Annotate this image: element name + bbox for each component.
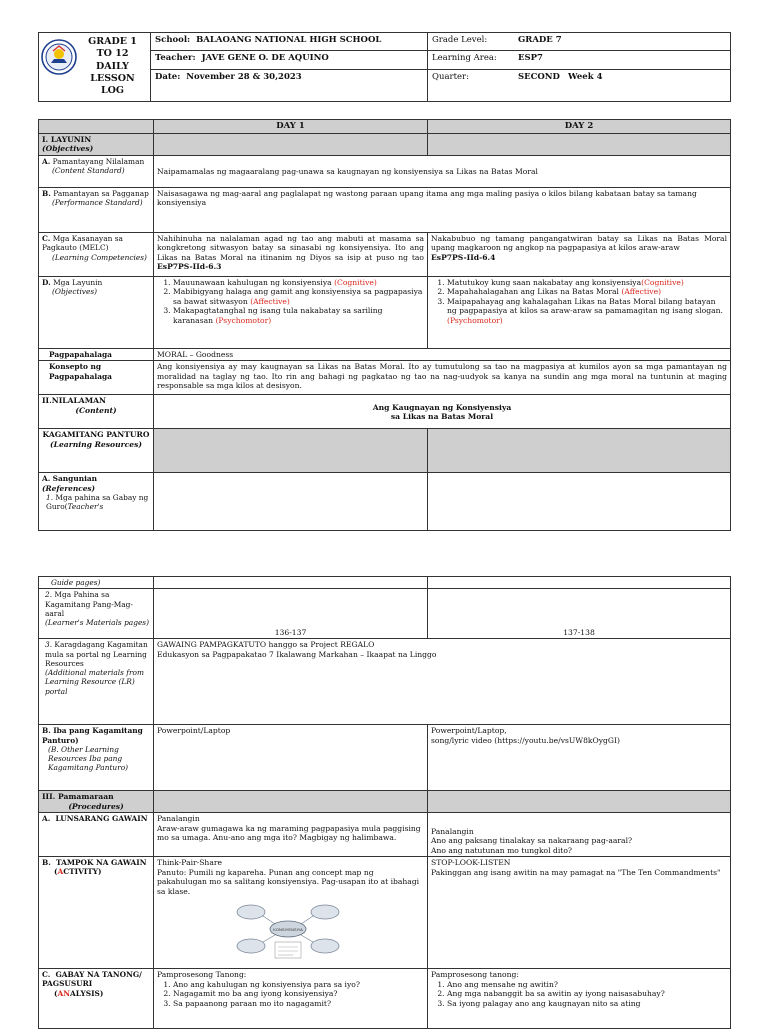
content-standard-text: Naipamamalas ng magaaralang pag-unawa sa kaugnayan ng konsiyensiya sa Likas na Batas Moral [154,156,731,188]
list-item: 3. Maipapahayag ang kahalagahan Likas na Batas Moral bilang batayan ng pagpapasiya at kilos sa araw-araw sa pamamagitan ng isang slogan.(Psychomotor) [447,297,727,325]
day2-header: DAY 2 [428,120,731,134]
deped-seal-icon [41,39,77,75]
list-item: 2. Mabibigyang halaga ang gamit ang konsiyensiya sa pagpapasiya sa bawat sitwasyon (Affective) [173,287,424,306]
list-item: 2. Mapahahalagahan ang Likas na Batas Moral (Affective) [447,287,727,296]
motivation-day1: Panalangin Araw-araw gumagawa ka ng maraming pagpapasiya mula paggising mo sa umaga. Anu-ano ang mga ito? Magbigay ng halimbawa. [154,813,428,857]
motivation-label: A. LUNSARANG GAWAIN [39,813,154,857]
objectives-heading: I. LAYUNIN (Objectives) [39,134,154,156]
learner-materials-label: 2. Mga Pahina sa Kagamitang Pang-Mag-aaral (Learner's Materials pages) [39,589,154,639]
analysis-day2: Pamprosesong tanong: 1. Ano ang mensahe ng awitin? 2. Ang mga nabanggit ba sa awitin ay iyong naisasabuhay? 3. Sa iyong palagay ano ang kaugnayan nito sa ating [428,969,731,1029]
other-resources-day2: Powerpoint/Laptop, song/lyric video (https://youtu.be/vsUW8kOygGI) [428,725,731,791]
list-item: 2. Nagagamit mo ba ang iyong konsiyensiya? [173,989,424,998]
lesson-table-part2 [38,576,731,1029]
header-table [38,32,731,102]
list-item: 1. Ano ang kahulugan ng konsiyensiya para sa iyo? [173,980,424,989]
title-line: GRADE 1 [88,36,137,47]
additional-materials-text: GAWAING PAMPAGKATUTO hanggo sa Project REGALO Edukasyon sa Pagpapakatao 7 Ikalawang Markahan – Ikaapat na Linggo [154,639,731,725]
lesson-table-part1 [38,119,731,531]
performance-standard-label: B. Pamantayan sa Pagganap (Performance Standard) [39,188,154,233]
day1-header: DAY 1 [154,120,428,134]
grade-value: GRADE 7 [518,35,562,45]
concept-map-center-label: KONSIYENSIYA [273,927,303,933]
school-name: BALAOANG NATIONAL HIGH SCHOOL [196,35,382,45]
list-item: 3. Sa iyong palagay ano ang kaugnayan nito sa ating [447,999,727,1008]
values-label: Pagpapahalaga [39,349,154,361]
header-title-cell [39,33,151,102]
list-item: 1. Mauunawaan kahulugan ng konsiyensiya (Cognitive) [173,278,424,287]
list-item: 1. Ano ang mensahe ng awitin? [447,980,727,989]
references-label: A. Sangunian (References) 1. Mga pahina sa Gabay ng Guro(Teacher's [39,473,154,531]
title-line: TO 12 [96,48,129,60]
content-topic: Ang Kaugnayan ng Konsiyensiya sa Likas na Batas Moral [154,395,731,429]
corner-cell [39,120,154,134]
date-cell: Date: November 28 & 30,2023 [151,69,428,101]
other-resources-day1: Powerpoint/Laptop [154,725,428,791]
learner-pages-day1: 136-137 [154,589,428,639]
procedures-heading: III. Pamamaraan (Procedures) [39,791,154,813]
performance-standard-text: Naisasagawa ng mag-aaral ang paglalapat ng wastong paraan upang itama ang mga maling pasiya o kilos bilang kabataan batay sa tamang konsiyensiya [154,188,731,233]
content-standard-label: A. Pamantayang Nilalaman (Content Standard) [39,156,154,188]
guide-pages-day2 [428,577,731,589]
guide-pages-continued: Guide pages) [39,577,154,589]
area-cell: Learning Area: ESP7 [428,51,731,69]
resources-heading: KAGAMITANG PANTURO (Learning Resources) [39,429,154,473]
objectives-day1-empty [154,134,428,156]
quarter-value: SECOND [518,71,560,82]
values-text: MORAL – Goodness [154,349,731,361]
date-value: November 28 & 30,2023 [186,71,302,82]
grade-cell: Grade Level: GRADE 7 [428,33,731,51]
learner-pages-day2: 137-138 [428,589,731,639]
analysis-day1: Pamprosesong Tanong: 1. Ano ang kahulugan ng konsiyensiya para sa iyo? 2. Nagagamit mo ba ang iyong konsiyensiya? 3. Sa papaanong paraan mo ito nagagamit? [154,969,428,1029]
teacher-name: JAVE GENE O. DE AQUINO [201,53,329,64]
title-line: LESSON [90,73,135,85]
activity-label: B. TAMPOK NA GAWAIN (ACTIVITY) [39,857,154,969]
list-item: 3. Makapagtatanghal ng isang tula nakabatay sa sariling karanasan (Psychomotor) [173,306,424,325]
week-value: Week 4 [568,71,603,82]
analysis-label: C. GABAY NA TANONG/ PAGSUSURI (ANALYSIS) [39,969,154,1029]
values-concept-label: Konsepto ng Pagpapahalaga [39,361,154,395]
competencies-label: C. Mga Kasanayan sa Pagkauto (MELC) (Learning Competencies) [39,233,154,277]
resources-day1-empty [154,429,428,473]
area-value: ESP7 [518,53,543,64]
list-item: 1. Matutukoy kung saan nakabatay ang konsiyensiya(Cognitive) [447,278,727,287]
procedures-day2-empty [428,791,731,813]
objectives-d-label: D. Mga Layunin (Objectives) [39,277,154,349]
school-cell: School: BALAOANG NATIONAL HIGH SCHOOL [151,33,428,51]
activity-day1: Think-Pair-Share Panuto: Pumili ng kapareha. Punan ang concept map ng pakahulugan mo sa salitang konsiyensiya. Pag-usapan ito at ibahagi sa klase. KONSIYENSIYA [154,857,428,969]
list-item: 3. Sa papaanong paraan mo ito nagagamit? [173,999,424,1008]
content-heading: II.NILALAMAN (Content) [39,395,154,429]
objectives-day1-list [154,277,428,349]
additional-materials-label: 3. Karagdagang Kagamitan mula sa portal ng Learning Resources (Additional materials from Learning Resource (LR) portal [39,639,154,725]
objectives-day2-list [428,277,731,349]
objectives-day2-empty [428,134,731,156]
competencies-day2: Nakabubuo ng tamang pangangatwiran batay sa Likas na Batas Moral upang magkaroon ng angkop na pagpapasiya at kilos araw-araw EsP7PS-IId-6.4 [428,233,731,277]
activity-day2: STOP-LOOK-LISTEN Pakinggan ang isang awitin na may pamagat na "The Ten Commandments" [428,857,731,969]
competencies-day1: Nahihinuha na nalalaman agad ng tao ang mabuti at masama sa kongkretong sitwasyon batay sa sinasabi ng konsiyensiya. Ito ang Likas na Batas Moral na itinanim ng Diyos sa isip at puso ng tao EsP7PS-IId-6.3 [154,233,428,277]
references-day1 [154,473,428,531]
teacher-cell: Teacher: JAVE GENE O. DE AQUINO [151,51,428,69]
title-line: DAILY [96,60,129,72]
references-day2 [428,473,731,531]
quarter-cell: Quarter: SECOND Week 4 [428,69,731,101]
other-resources-label: B. Iba pang Kagamitang Panturo) (B. Other Learning Resources Iba pang Kagamitang Panturo) [39,725,154,791]
title-line: LOG [100,85,125,97]
resources-day2-empty [428,429,731,473]
values-concept-text: Ang konsiyensiya ay may kaugnayan sa Likas na Batas Moral. Ito ay tumutulong sa tao na magpasiya at kumilos ayon sa mga pamantayan ng moralidad na taglay ng tao. Ito rin ang bahagi ng pagkatao ng tao na nag-uudyok sa kanya na sundin ang mga moral na tuntunin at maging responsable sa mga kilos at desisyon. [154,361,731,395]
list-item: 2. Ang mga nabanggit ba sa awitin ay iyong naisasabuhay? [447,989,727,998]
guide-pages-day1 [154,577,428,589]
procedures-day1-empty [154,791,428,813]
motivation-day2: Panalangin Ano ang paksang tinalakay sa nakaraang pag-aaral? Ano ang natutunan mo tungkol dito? [428,813,731,857]
concept-map-diagram [235,902,341,960]
